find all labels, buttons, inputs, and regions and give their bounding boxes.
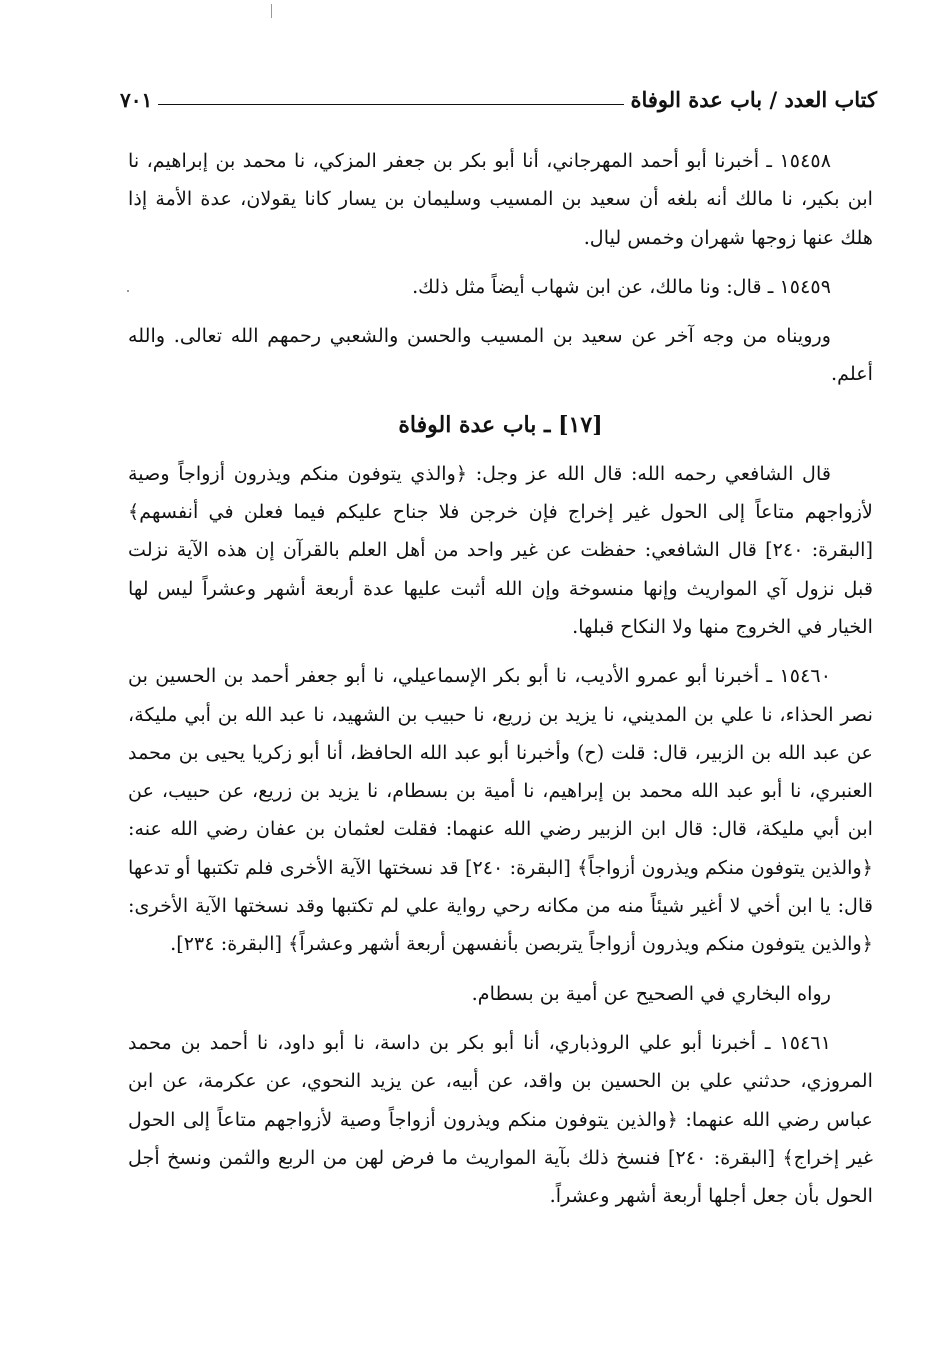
- commentary-paragraph: ورويناه من وجه آخر عن سعيد بن المسيب والحسن والشعبي رحمهم الله تعالى. والله أعلم.: [128, 324, 873, 386]
- section-heading: [١٧] ـ باب عدة الوفاة: [398, 411, 603, 438]
- header-title: كتاب العدد / باب عدة الوفاة: [630, 87, 877, 112]
- page-number: ٧٠١: [120, 88, 153, 112]
- running-header: [120, 82, 877, 112]
- shafii-paragraph: قال الشافعي رحمه الله: قال الله عز وجل: ﴿والذي يتوفون منكم ويذرون أزواجاً وصية لأزواجهم متاعاً إلى الحول غير إخراج فإن خرجن فلا جناح عليكم فيما فعلن في أنفسهم﴾ [البقرة: ٢٤٠] قال الشافعي: حفظت عن غير واحد من أهل العلم بالقرآن إن هذه الآية نزلت قبل نزول آي المواريث وإنها منسوخة وإن الله أثبت عليها عدة أربعة أشهر وعشراً ليس لها الخيار في الخروج منها ولا النكاح قبلها.: [128, 461, 873, 638]
- hadith-15458: ١٥٤٥٨ ـ أخبرنا أبو أحمد المهرجاني، أنا أبو بكر بن جعفر المزكي، نا محمد بن إبراهيم، نا ابن بكير، نا مالك أنه بلغه أن سعيد بن المسيب وسليمان بن يسار كانا يقولان، عدة الأمة إذا هلك عنها زوجها شهران وخمس ليال.: [128, 149, 873, 249]
- hadith-15459: ١٥٤٥٩ ـ قال: ونا مالك، عن ابن شهاب أيضاً مثل ذلك.: [412, 274, 831, 298]
- hadith-15460: ١٥٤٦٠ ـ أخبرنا أبو عمرو الأديب، نا أبو بكر الإسماعيلي، نا أبو جعفر أحمد بن الحسين بن نصر الحذاء، نا علي بن المديني، نا يزيد بن زريع، نا حبيب بن الشهيد، نا عبد الله بن أبي مليكة، عن عبد الله بن الزبير، قال: قلت (ح) وأخبرنا أبو عبد الله الحافظ، أنا أبو زكريا يحيى بن محمد العنبري، نا أبو عبد الله محمد بن إبراهيم، نا أمية بن بسطام، نا يزيد بن زريع، عن حبيب، عن ابن أبي مليكة، قال: قال ابن الزبير رضي الله عنهما: فقلت لعثمان بن عفان رضي الله عنه: ﴿والذين يتوفون منكم ويذرون أزواجاً﴾ [البقرة: ٢٤٠] قد نسختها الآية الأخرى فلم تكتبها أو تدعها قال: يا ابن أخي لا أغير شيئاً منه من مكانه رحي رواية علي لم تكتبها وقد نسختها الآية الأخرى: ﴿والذين يتوفون منكم ويذرون أزواجاً يتربصن بأنفسهن أربعة أشهر وعشراً﴾ [البقرة: ٢٣٤].: [128, 664, 873, 956]
- hadith-15461: ١٥٤٦١ ـ أخبرنا أبو علي الروذباري، أنا أبو بكر بن داسة، نا أبو داود، نا أحمد بن محمد المروزي، حدثني علي بن الحسين بن واقد، عن أبيه، عن يزيد النحوي، عن عكرمة، عن ابن عباس رضي الله عنهما: ﴿والذين يتوفون منكم ويذرون أزواجاً وصية لأزواجهم متاعاً إلى الحول غير إخراج﴾ [البقرة: ٢٤٠] فنسخ ذلك بآية المواريث ما فرض لهن من الربع والثمن ونسخ أجل الحول بأن جعل أجلها أربعة أشهر وعشراً.: [128, 1030, 873, 1208]
- page-body: [128, 142, 873, 1226]
- header-rule: [158, 104, 624, 105]
- bukhari-note: رواه البخاري في الصحيح عن أمية بن بسطام.: [471, 981, 831, 1005]
- scan-mark: [271, 4, 272, 18]
